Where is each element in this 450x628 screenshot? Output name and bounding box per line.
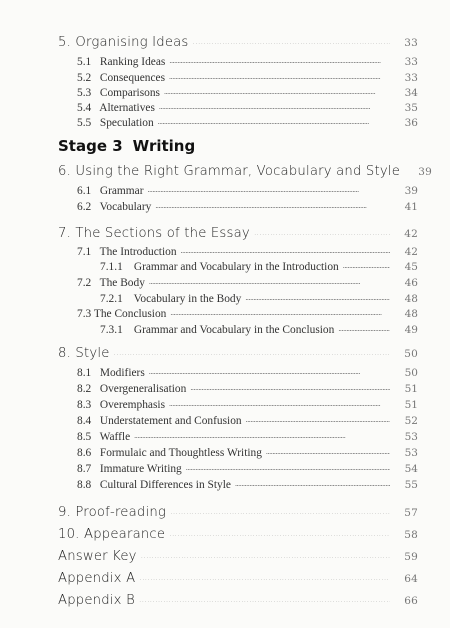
toc-chapter-8[interactable] xyxy=(0,344,450,361)
dot-leader xyxy=(245,291,390,302)
toc-entry-7-3[interactable]: 7.3 The Conclusion . . . 48 xyxy=(0,306,450,320)
dot-leader xyxy=(170,306,390,317)
stage-label: Stage 3 xyxy=(58,137,123,155)
page-number: 51 xyxy=(404,383,418,396)
chapter-title: 9. Proof-reading xyxy=(58,505,167,521)
page-number: 50 xyxy=(404,348,418,361)
dot-leader xyxy=(139,591,390,604)
dot-leader xyxy=(246,413,390,424)
toc-entry-8-5[interactable]: 8.5 Waffle . . . 53 xyxy=(0,429,450,443)
toc-chapter-9[interactable] xyxy=(0,503,450,520)
page-number: 33 xyxy=(404,56,418,69)
dot-leader xyxy=(343,259,390,270)
dot-leader xyxy=(114,344,390,357)
toc-entry-7-2[interactable]: 7.2 The Body . . . 46 xyxy=(0,275,450,289)
toc-entry-8-7[interactable]: 8.7 Immature Writing . . . 54 xyxy=(0,461,450,475)
page-number: 58 xyxy=(404,529,418,542)
chapter-title: 8. Style xyxy=(58,346,110,362)
stage-heading xyxy=(58,137,195,155)
page-number: 42 xyxy=(404,228,418,241)
dot-leader xyxy=(169,54,390,65)
toc-entry-8-4[interactable]: 8.4 Understatement and Confusion . . . 52 xyxy=(0,413,450,427)
toc-entry-7-3-1[interactable]: 7.3.1 Grammar and Vocabulary in the Conclusion . . . 49 xyxy=(0,322,450,336)
chapter-title: 7. The Sections of the Essay xyxy=(58,226,250,242)
dot-leader xyxy=(235,477,390,488)
toc-answer-key[interactable] xyxy=(0,547,450,564)
toc-appendix-a[interactable] xyxy=(0,569,450,586)
page-number: 39 xyxy=(418,166,433,179)
page-number: 33 xyxy=(404,72,418,85)
chapter-title: 10. Appearance xyxy=(58,527,166,543)
page-number: 54 xyxy=(404,463,418,476)
chapter-title: Answer Key xyxy=(58,549,137,565)
dot-leader xyxy=(149,365,390,376)
dot-leader xyxy=(159,100,390,111)
dot-leader xyxy=(169,70,390,81)
page-number: 41 xyxy=(404,201,418,214)
dot-leader xyxy=(134,429,390,440)
toc-appendix-b[interactable] xyxy=(0,591,450,608)
page-number: 49 xyxy=(404,324,418,337)
toc-chapter-5[interactable] xyxy=(0,33,450,50)
page-number: 46 xyxy=(404,277,418,290)
dot-leader xyxy=(155,199,390,210)
toc-entry-8-6[interactable]: 8.6 Formulaic and Thoughtless Writing . . . 53 xyxy=(0,445,450,459)
dot-leader xyxy=(190,381,390,392)
toc-entry-8-3[interactable]: 8.3 Overemphasis . . . 51 xyxy=(0,397,450,411)
dot-leader xyxy=(186,461,390,472)
toc-entry-5-2[interactable]: 5.2 Consequences . . . 33 xyxy=(0,70,450,84)
dot-leader xyxy=(254,224,390,237)
toc-entry-8-1[interactable]: 8.1 Modifiers . . . 50 xyxy=(0,365,450,379)
chapter-title: 5. Organising Ideas xyxy=(58,35,189,51)
page-number: 64 xyxy=(404,573,418,586)
toc-chapter-6[interactable] xyxy=(0,162,450,179)
toc-entry-7-2-1[interactable]: 7.2.1 Vocabulary in the Body . . . 48 xyxy=(0,291,450,305)
toc-entry-5-3[interactable]: 5.3 Comparisons . . . 34 xyxy=(0,85,450,99)
dot-leader xyxy=(139,569,390,582)
page-number: 51 xyxy=(404,399,418,412)
page-number: 57 xyxy=(404,507,418,520)
toc-chapter-7[interactable] xyxy=(0,224,450,241)
dot-leader xyxy=(181,244,390,255)
page-number: 39 xyxy=(404,185,418,198)
page-number: 36 xyxy=(404,117,418,130)
toc-entry-7-1[interactable]: 7.1 The Introduction . . . 42 xyxy=(0,244,450,258)
dot-leader xyxy=(149,275,390,286)
toc-entry-8-8[interactable]: 8.8 Cultural Differences in Style . . . 55 xyxy=(0,477,450,491)
page-number: 48 xyxy=(404,293,418,306)
dot-leader xyxy=(164,85,390,96)
dot-leader xyxy=(338,322,390,333)
toc-entry-6-2[interactable]: 6.2 Vocabulary . . . 41 xyxy=(0,199,450,213)
page-number: 45 xyxy=(404,261,418,274)
dot-leader xyxy=(266,445,390,456)
dot-leader xyxy=(193,33,390,46)
toc-entry-5-1[interactable]: 5.1 Ranking Ideas . . . 33 xyxy=(0,54,450,68)
dot-leader xyxy=(170,503,390,516)
toc-entry-5-5[interactable]: 5.5 Speculation . . . 36 xyxy=(0,115,450,129)
chapter-title: Appendix A xyxy=(58,571,136,587)
toc-entry-5-4[interactable]: 5.4 Alternatives . . . 35 xyxy=(0,100,450,114)
page-number: 59 xyxy=(404,551,418,564)
page-number: 33 xyxy=(404,37,418,50)
page-number: 55 xyxy=(404,479,418,492)
page-number: 50 xyxy=(404,367,418,380)
toc-chapter-10[interactable] xyxy=(0,525,450,542)
chapter-title: Appendix B xyxy=(58,593,135,609)
page-number: 35 xyxy=(404,102,418,115)
dot-leader xyxy=(158,115,390,126)
dot-leader xyxy=(169,397,390,408)
toc-entry-7-1-1[interactable]: 7.1.1 Grammar and Vocabulary in the Introduction . . . 45 xyxy=(0,259,450,273)
toc-entry-8-2[interactable]: 8.2 Overgeneralisation . . . 51 xyxy=(0,381,450,395)
page-number: 48 xyxy=(404,308,418,321)
toc-entry-6-1[interactable]: 6.1 Grammar . . . 39 xyxy=(0,183,450,197)
dot-leader xyxy=(148,183,390,194)
stage-title: Writing xyxy=(132,137,196,155)
page-number: 34 xyxy=(404,87,418,100)
chapter-title: 6. Using the Right Grammar, Vocabulary and Style xyxy=(58,164,401,180)
page-number: 53 xyxy=(404,431,418,444)
page-number: 66 xyxy=(404,595,418,608)
page-number: 52 xyxy=(404,415,418,428)
page-number: 42 xyxy=(404,246,418,259)
dot-leader xyxy=(169,525,390,538)
dot-leader xyxy=(141,547,390,560)
page-number: 53 xyxy=(404,447,418,460)
